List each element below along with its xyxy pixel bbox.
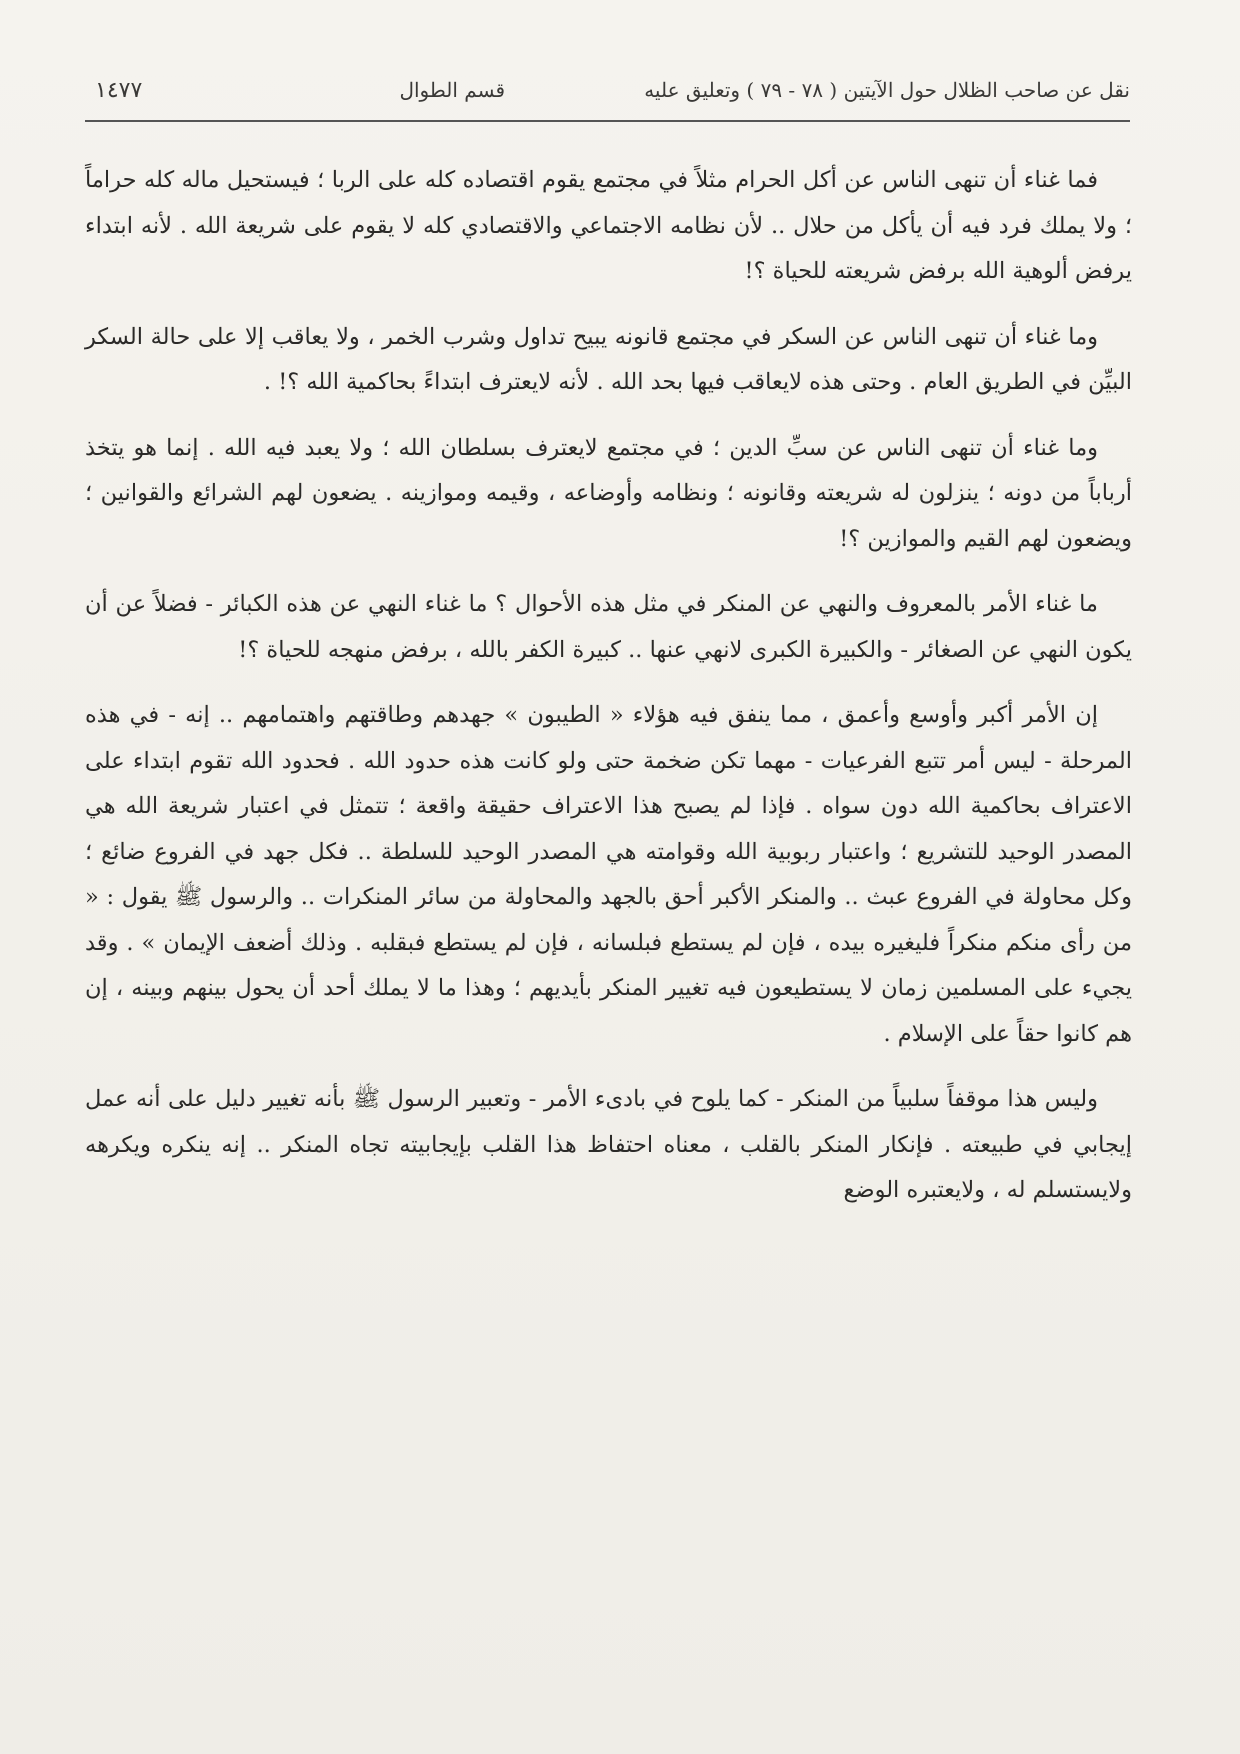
paragraph: وليس هذا موقفاً سلبياً من المنكر - كما يلوح في بادىء الأمر - وتعبير الرسول ﷺ بأنه تغيير دليل على أنه عمل إيجابي في طبيعته . فإنكار المنكر بالقلب ، معناه احتفاظ هذا القلب بإيجابيته تجاه المنكر .. إنه ينكره ويكرهه ولايستسلم له ، ولايعتبره الوضع: [85, 1086, 1132, 1203]
running-head-section: قسم الطوال: [399, 78, 505, 102]
page-number: ١٤٧٧: [95, 78, 143, 103]
paragraph: وما غناء أن تنهى الناس عن السكر في مجتمع قانونه يبيح تداول وشرب الخمر ، ولا يعاقب إلا على حالة السكر البيِّن في الطريق العام . وحتى هذه لايعاقب فيها بحد الله . لأنه لايعترف ابتداءً بحاكمية الله ؟! .: [85, 323, 1132, 395]
paragraph: وما غناء أن تنهى الناس عن سبِّ الدين ؛ في مجتمع لايعترف بسلطان الله ؛ ولا يعبد فيه الله . إنما هو يتخذ أرباباً من دونه ؛ ينزلون له شريعته وقانونه ؛ ونظامه وأوضاعه ، وقيمه وموازينه . يضعون لهم الشرائع والقوانين ؛ ويضعون لهم القيم والموازين ؟!: [85, 434, 1132, 552]
running-head-title: نقل عن صاحب الظلال حول الآيتين ( ٧٨ - ٧٩ ) وتعليق عليه: [644, 78, 1130, 102]
paragraph: فما غناء أن تنهى الناس عن أكل الحرام مثلاً في مجتمع يقوم اقتصاده كله على الربا ؛ فيستحيل ماله كله حراماً ؛ ولا يملك فرد فيه أن يأكل من حلال .. لأن نظامه الاجتماعي والاقتصادي كله لا يقوم على شريعة الله . لأنه ابتداء يرفض ألوهية الله برفض شريعته للحياة ؟!: [85, 167, 1132, 284]
running-head: [95, 78, 1130, 118]
paragraph: إن الأمر أكبر وأوسع وأعمق ، مما ينفق فيه هؤلاء « الطيبون » جهدهم وطاقتهم واهتمامهم .. إنه - في هذه المرحلة - ليس أمر تتبع الفرعيات - مهما تكن ضخمة حتى ولو كانت هذه حدود الله . فحدود الله تقوم ابتداء على الاعتراف بحاكمية الله دون سواه . فإذا لم يصبح هذا الاعتراف حقيقة واقعة ؛ تتمثل في اعتبار شريعة الله هي المصدر الوحيد للتشريع ؛ واعتبار ربوبية الله وقوامته هي المصدر الوحيد للسلطة .. فكل جهد في الفروع ضائع ؛ وكل محاولة في الفروع عبث .. والمنكر الأكبر أحق بالجهد والمحاولة من سائر المنكرات .. والرسول ﷺ يقول : « من رأى منكم منكراً فليغيره بيده ، فإن لم يستطع فبلسانه ، فإن لم يستطع فبقلبه . وذلك أضعف الإيمان » . وقد يجيء على المسلمين زمان لا يستطيعون فيه تغيير المنكر بأيديهم ؛ وهذا ما لا يملك أحد أن يحول بينهم وبينه ، إن هم كانوا حقاً على الإسلام .: [85, 702, 1132, 1047]
paragraph: ما غناء الأمر بالمعروف والنهي عن المنكر في مثل هذه الأحوال ؟ ما غناء النهي عن هذه الكبائر - فضلاً عن أن يكون النهي عن الصغائر - والكبيرة الكبرى لانهي عنها .. كبيرة الكفر بالله ، برفض منهجه للحياة ؟!: [85, 591, 1132, 663]
body-text: [85, 158, 1132, 1234]
header-rule: [85, 120, 1130, 122]
